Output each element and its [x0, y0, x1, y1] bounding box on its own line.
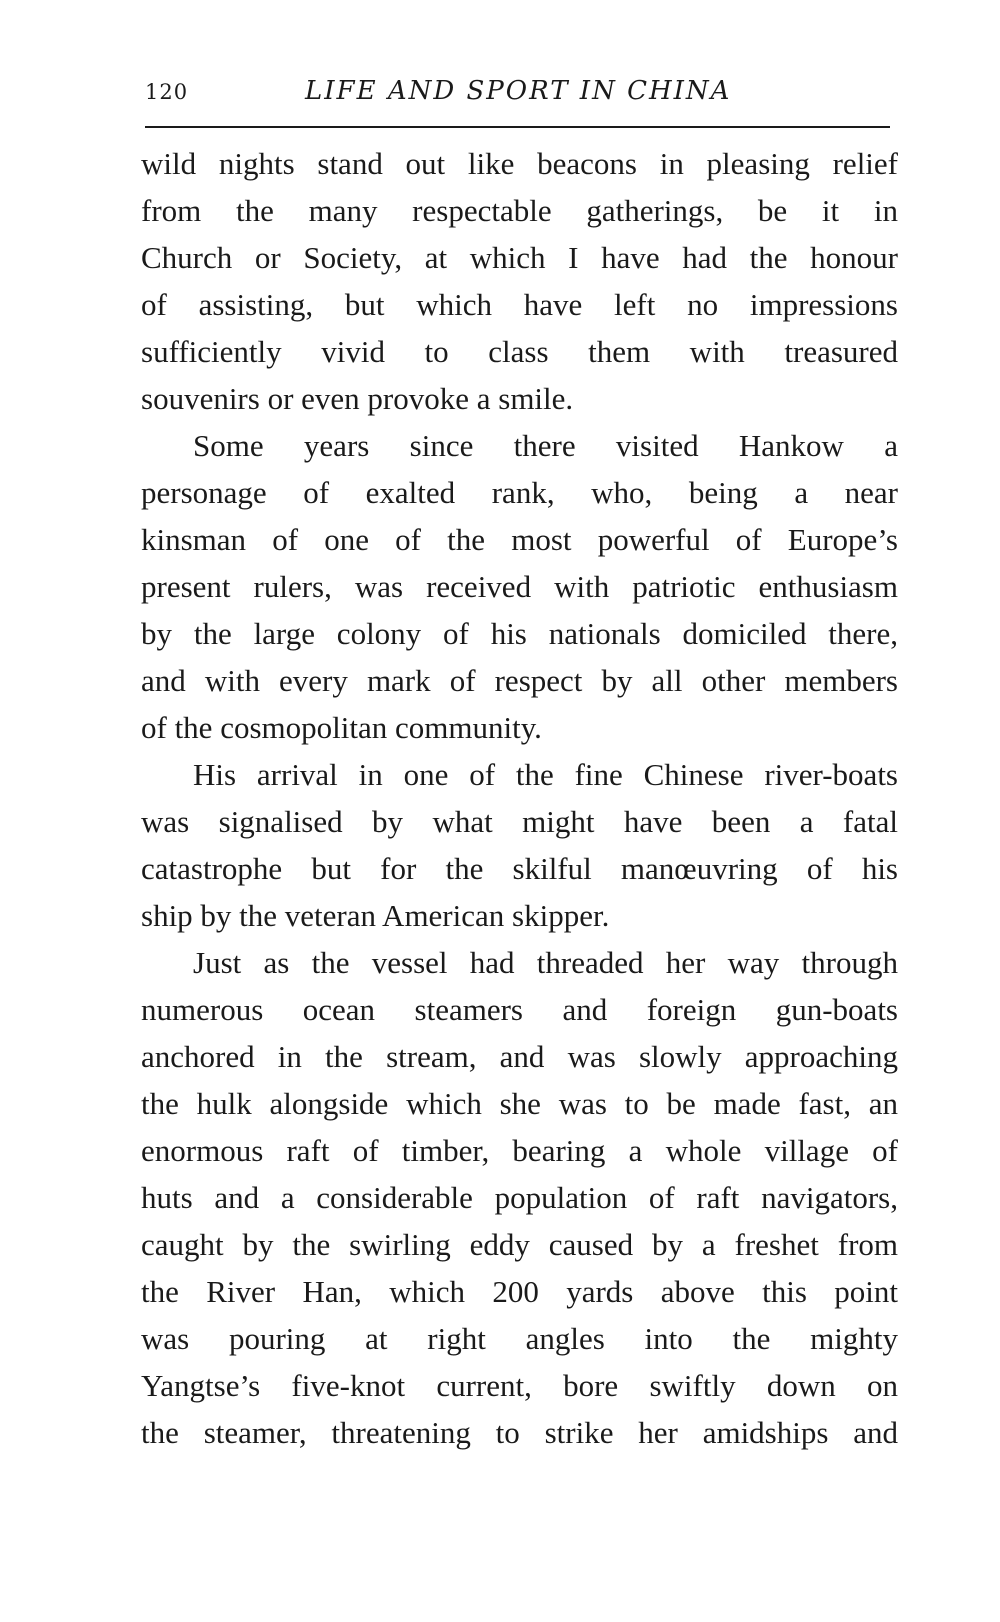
- header-rule: [145, 126, 890, 128]
- text-line: from the many respectable gatherings, be it in: [141, 193, 898, 228]
- page-number: 120: [145, 80, 189, 104]
- text-line: the steamer, threatening to strike her amidships and: [141, 1415, 898, 1450]
- text-line: Just as the vessel had threaded her way through: [193, 945, 898, 980]
- text-line: wild nights stand out like beacons in pleasing relief: [141, 146, 898, 181]
- text-line: of assisting, but which have left no impressions: [141, 287, 898, 322]
- text-line: souvenirs or even provoke a smile.: [141, 381, 574, 416]
- text-line: ship by the veteran American skipper.: [141, 898, 610, 933]
- paragraph: [141, 422, 898, 751]
- text-line: present rulers, was received with patriotic enthusiasm: [141, 569, 898, 604]
- text-line: of the cosmopolitan community.: [141, 710, 542, 745]
- text-line: His arrival in one of the fine Chinese river-boats: [193, 757, 898, 792]
- text-line: Some years since there visited Hankow a: [193, 428, 898, 463]
- paragraph: [141, 751, 898, 939]
- text-line: was signalised by what might have been a fatal: [141, 804, 898, 839]
- text-line: the hulk alongside which she was to be made fast, an: [141, 1086, 898, 1121]
- text-line: was pouring at right angles into the mighty: [141, 1321, 898, 1356]
- text-line: and with every mark of respect by all other members: [141, 663, 898, 698]
- text-line: caught by the swirling eddy caused by a freshet from: [141, 1227, 898, 1262]
- running-title: LIFE AND SPORT IN CHINA: [305, 76, 732, 106]
- text-line: personage of exalted rank, who, being a near: [141, 475, 898, 510]
- text-line: by the large colony of his nationals domiciled there,: [141, 616, 898, 651]
- text-line: anchored in the stream, and was slowly approaching: [141, 1039, 898, 1074]
- text-line: sufficiently vivid to class them with treasured: [141, 334, 898, 369]
- text-line: Yangtse’s five-knot current, bore swiftly down on: [141, 1368, 898, 1403]
- text-line: numerous ocean steamers and foreign gun-boats: [141, 992, 898, 1027]
- text-line: enormous raft of timber, bearing a whole village of: [141, 1133, 898, 1168]
- text-line: Church or Society, at which I have had the honour: [141, 240, 898, 275]
- paragraph: [141, 140, 898, 422]
- paragraph: [141, 939, 898, 1456]
- page-header: [145, 76, 915, 116]
- text-line: huts and a considerable population of raft navigators,: [141, 1180, 898, 1215]
- text-line: kinsman of one of the most powerful of Europe’s: [141, 522, 898, 557]
- text-line: the River Han, which 200 yards above this point: [141, 1274, 898, 1309]
- body-text: [141, 140, 898, 1456]
- text-line: catastrophe but for the skilful manœuvring of his: [141, 851, 898, 886]
